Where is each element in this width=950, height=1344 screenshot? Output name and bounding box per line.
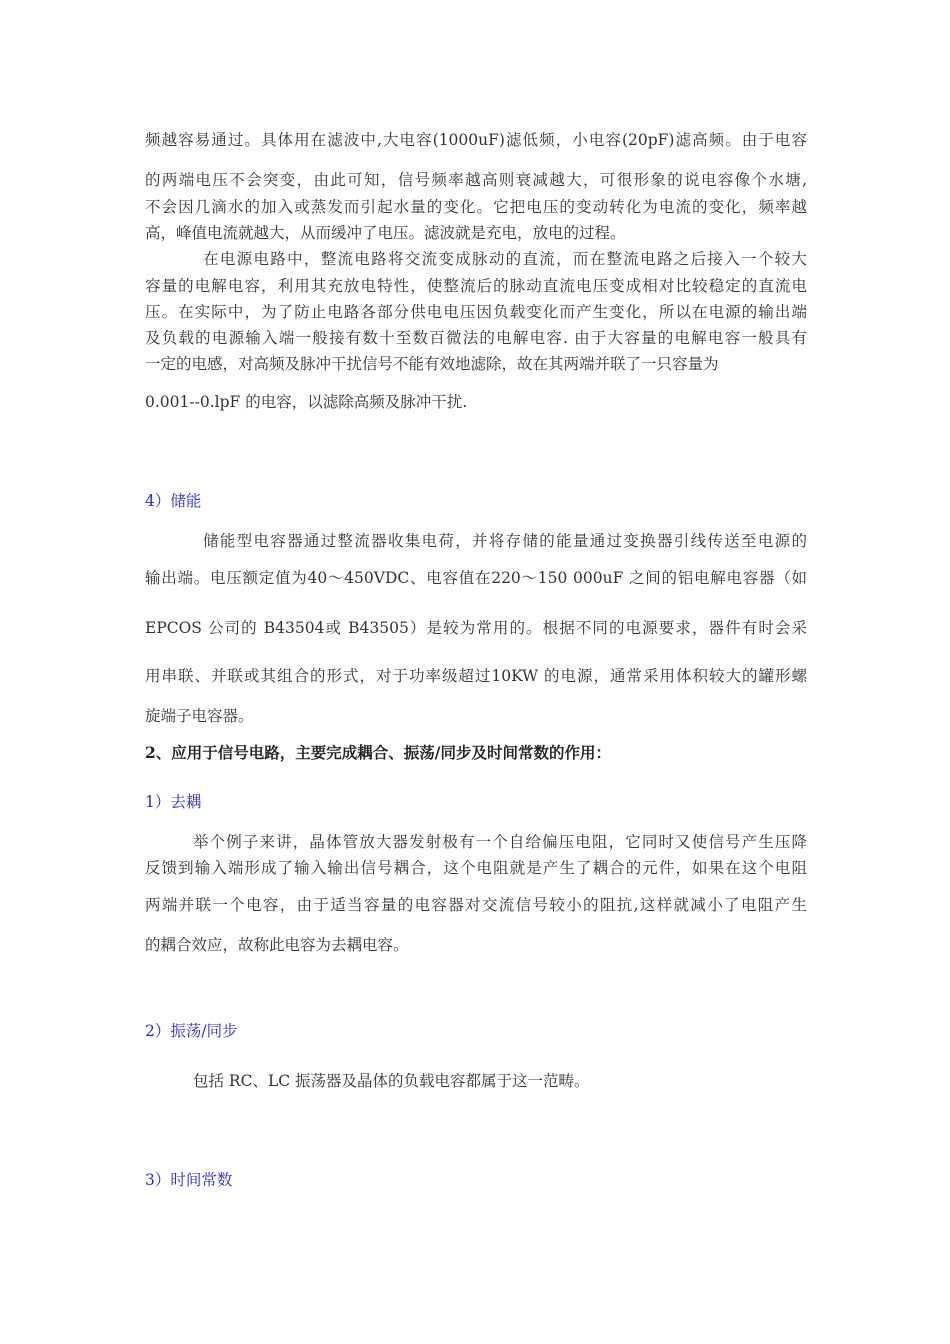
section-heading-storage: 4）储能 <box>145 492 202 510</box>
paragraph-line: 用串联、并联或其组合的形式，对于功率级超过10KW 的电源，通常采用体积较大的罐形螺 <box>145 667 807 685</box>
paragraph-line: 反馈到输入端形成了输入输出信号耦合，这个电阻就是产生了耦合的元件，如果在这个电阻 <box>145 859 807 877</box>
paragraph-line: 的两端电压不会突变，由此可知，信号频率越高则衰减越大，可很形象的说电容像个水塘, <box>145 171 807 189</box>
section-heading-time-constant: 3）时间常数 <box>145 1171 233 1189</box>
paragraph-line: 压。在实际中，为了防止电路各部分供电电压因负载变化而产生变化，所以在电源的输出端 <box>145 303 807 321</box>
paragraph-line: 在电源电路中，整流电路将交流变成脉动的直流，而在整流电路之后接入一个较大 <box>203 250 807 268</box>
paragraph-line: 及负载的电源输入端一般接有数十至数百微法的电解电容. 由于大容量的电解电容一般具有 <box>145 329 807 347</box>
section-heading-oscillation: 2）振荡/同步 <box>145 1022 238 1040</box>
paragraph-line: 0.001--0.lpF 的电容，以滤除高频及脉冲干扰. <box>145 393 468 411</box>
paragraph-line: 高，峰值电流就越大，从而缓冲了电压。滤波就是充电，放电的过程。 <box>145 224 626 242</box>
paragraph-line: 储能型电容器通过整流器收集电荷，并将存储的能量通过变换器引线传送至电源的 <box>203 532 807 550</box>
paragraph-line: 不会因几滴水的加入或蒸发而引起水量的变化。它把电压的变动转化为电流的变化，频率越 <box>145 198 807 216</box>
paragraph-line: 包括 RC、LC 振荡器及晶体的负载电容都属于这一范畴。 <box>193 1072 590 1090</box>
paragraph-line: 一定的电感，对高频及脉冲干扰信号不能有效地滤除，故在其两端并联了一只容量为 <box>145 355 719 373</box>
paragraph-line: 旋端子电容器。 <box>145 707 254 725</box>
paragraph-line: 容量的电解电容，利用其充放电特性，使整流后的脉动直流电压变成相对比较稳定的直流电 <box>145 277 807 295</box>
paragraph-line: 举个例子来讲，晶体管放大器发射极有一个自给偏压电阻，它同时又使信号产生压降 <box>193 833 807 851</box>
paragraph-line: 输出端。电压额定值为40～450VDC、电容值在220～150 000uF 之间的铝电解电容器（如 <box>145 569 807 587</box>
section-heading-signal: 2、应用于信号电路，主要完成耦合、振荡/同步及时间常数的作用： <box>145 743 611 762</box>
section-heading-decoupling: 1）去耦 <box>145 793 202 811</box>
paragraph-line: 两端并联一个电容，由于适当容量的电容器对交流信号较小的阻抗,这样就减小了电阻产生 <box>145 896 807 914</box>
paragraph-line: 频越容易通过。具体用在滤波中,大电容(1000uF)滤低频，小电容(20pF)滤高频。由于电容 <box>145 131 807 149</box>
paragraph-line: 的耦合效应，故称此电容为去耦电容。 <box>145 936 409 954</box>
paragraph-line: EPCOS 公司的 B43504或 B43505）是较为常用的。根据不同的电源要求，器件有时会采 <box>145 619 807 637</box>
